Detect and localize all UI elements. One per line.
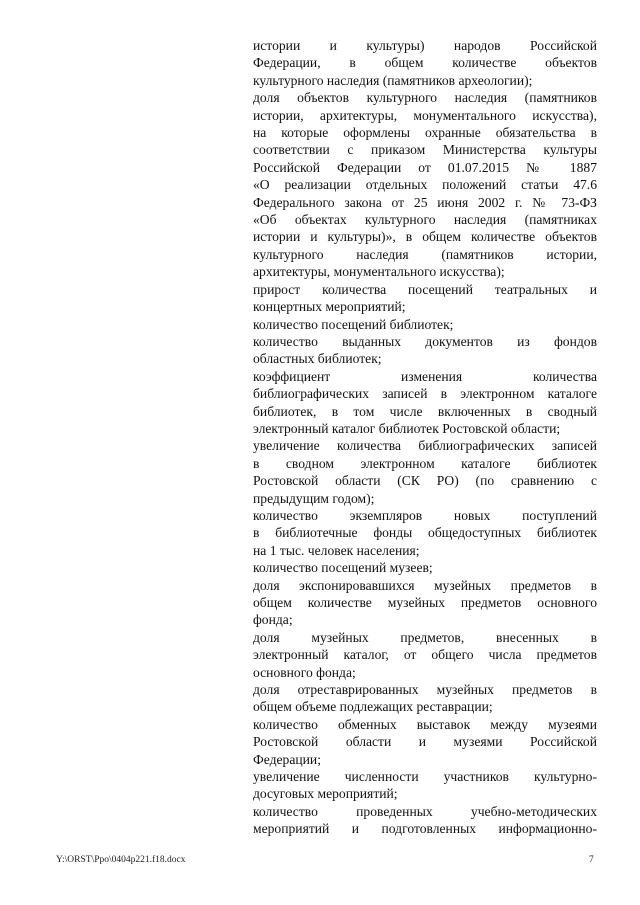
text-line: доля экспонировавшихся музейных предметов в [253,577,597,593]
text-line: Ростовской области и музеями Российской [253,734,597,750]
text-line: на которые оформлены охранные обязательства в [253,125,597,141]
text-line: концертных мероприятий; [253,299,406,315]
paragraph [253,559,597,576]
document-body [253,37,597,838]
text-line: в библиотечные фонды общедоступных библиотек [253,525,597,541]
paragraph [253,37,597,89]
text-line: общем объеме подлежащих реставрации; [253,699,493,715]
paragraph [253,681,597,716]
footer-file-path: Y:\ORST\Ppo\0404p221.f18.docx [56,855,186,865]
text-line: соответствии с приказом Министерства культуры [253,142,597,158]
text-line: истории и культуры) народов Российской [253,38,597,53]
paragraph [253,716,597,768]
text-line: увеличение численности участников культурно- [253,769,597,785]
text-line: количество обменных выставок между музеями [253,716,597,732]
text-line: истории и культуры)», в общем количестве объектов [253,229,597,245]
text-line: Ростовской области (СК РО) (по сравнению с [253,473,597,489]
text-line: культурного наследия (памятников археологии); [253,72,533,88]
paragraph [253,89,597,280]
paragraph [253,316,597,333]
text-line: Федерального закона от 25 июня 2002 г. № 73-ФЗ [253,194,597,210]
text-line: Федерации, в общем количестве объектов [253,55,597,71]
text-line: количество посещений музеев; [253,560,433,576]
text-line: «Об объектах культурного наследия (памятниках [253,212,597,228]
text-line: библиографических записей в электронном каталоге [253,386,597,402]
text-line: общем количестве музейных предметов основного [253,595,597,610]
text-line: истории, архитектуры, монументального искусства), [253,107,597,123]
text-line: областных библиотек; [253,351,382,367]
text-line: прирост количества посещений театральных и [253,281,597,297]
text-line: количество выданных документов из фондов [253,333,597,349]
text-line: количество посещений библиотек; [253,316,454,332]
paragraph [253,281,597,316]
text-line: доля музейных предметов, внесенных в [253,629,597,645]
text-line: в сводном электронном каталоге библиотек [253,455,597,471]
text-line: культурного наследия (памятников истории, [253,246,597,262]
text-line: предыдущим годом); [253,490,375,506]
text-line: доля объектов культурного наследия (памятников [253,90,597,106]
text-line: электронный каталог, от общего числа предметов [253,647,597,663]
text-line: доля отреставрированных музейных предметов в [253,682,597,698]
text-line: увеличение количества библиографических записей [253,438,597,454]
paragraph [253,803,597,838]
paragraph [253,629,597,681]
paragraph [253,577,597,629]
text-line: на 1 тыс. человек населения; [253,542,420,558]
page-number: 7 [589,855,594,865]
text-line: библиотек, в том числе включенных в сводный [253,403,597,419]
paragraph [253,368,597,438]
text-line: «О реализации отдельных положений статьи 47.6 [253,177,597,193]
text-line: Российской Федерации от 01.07.2015 № 1887 [253,159,597,175]
text-line: электронный каталог библиотек Ростовской области; [253,420,561,436]
text-line: количество проведенных учебно-методических [253,803,597,819]
text-line: архитектуры, монументального искусства); [253,264,505,280]
text-line: досуговых мероприятий; [253,786,398,802]
text-line: основного фонда; [253,664,356,680]
text-line: Федерации; [253,751,321,767]
paragraph [253,333,597,368]
text-line: мероприятий и подготовленных информационно- [253,821,597,837]
paragraph [253,507,597,559]
text-line: количество экземпляров новых поступлений [253,507,597,523]
paragraph [253,437,597,507]
text-line: фонда; [253,612,293,628]
text-line: коэффициент изменения количества [253,368,597,384]
paragraph [253,768,597,803]
